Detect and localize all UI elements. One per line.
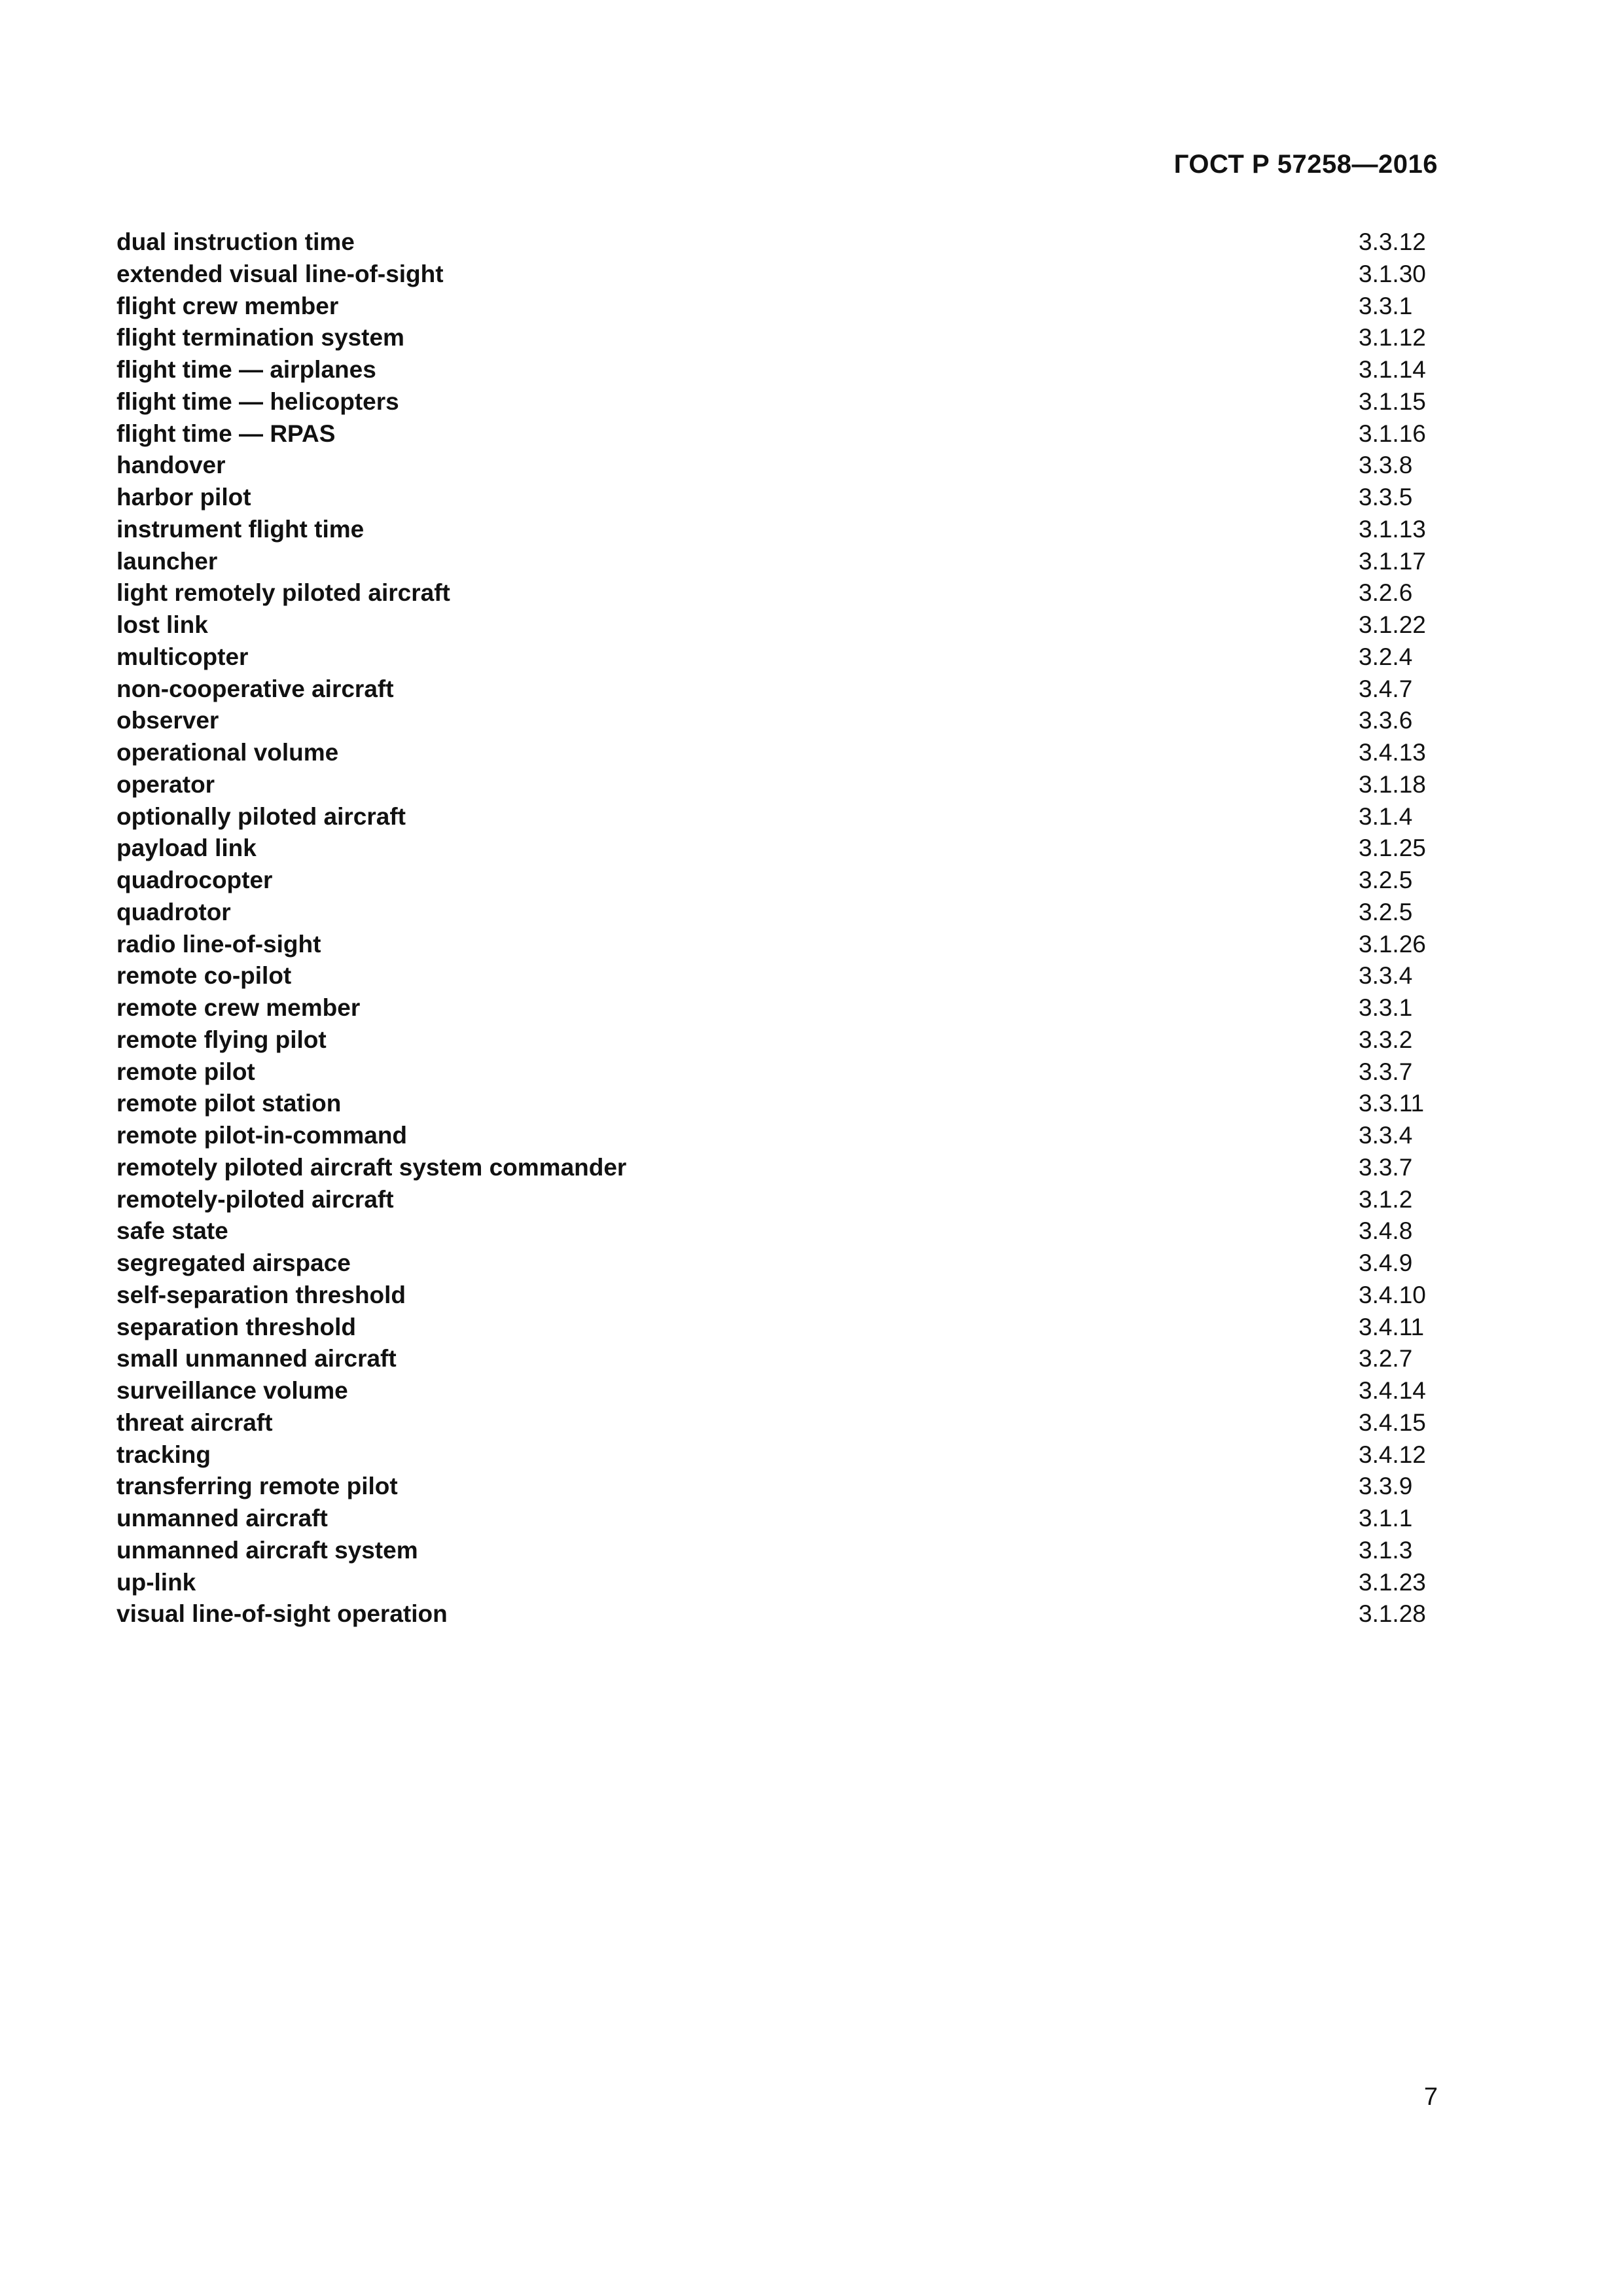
index-section-ref: 3.1.14 xyxy=(1359,356,1426,383)
index-entry xyxy=(116,673,1452,706)
index-term: quadrocopter xyxy=(116,867,273,893)
index-section-ref: 3.1.4 xyxy=(1359,802,1413,830)
index-entry xyxy=(116,1503,1452,1535)
index-term: payload link xyxy=(116,834,257,862)
index-term: operational volume xyxy=(116,739,339,766)
index-entry xyxy=(116,1056,1452,1088)
index-section-ref: 3.1.30 xyxy=(1359,260,1426,287)
index-term: instrument flight time xyxy=(116,515,365,543)
index-section-ref: 3.3.4 xyxy=(1359,1122,1413,1149)
index-entry xyxy=(116,1567,1452,1599)
index-term: self-separation threshold xyxy=(116,1281,406,1308)
index-section-ref: 3.2.4 xyxy=(1359,643,1413,670)
index-term: unmanned aircraft system xyxy=(116,1536,418,1564)
index-section-ref: 3.4.8 xyxy=(1359,1217,1413,1245)
index-section-ref: 3.3.4 xyxy=(1359,962,1413,990)
index-entry xyxy=(116,450,1452,482)
index-section-ref: 3.4.13 xyxy=(1359,739,1426,766)
index-term: remote flying pilot xyxy=(116,1026,327,1053)
index-entry xyxy=(116,514,1452,546)
index-section-ref: 3.1.2 xyxy=(1359,1185,1413,1213)
document-standard-id: ГОСТ Р 57258—2016 xyxy=(1173,150,1438,179)
index-term: dual instruction time xyxy=(116,228,355,255)
index-term: tracking xyxy=(116,1441,211,1468)
index-term: up-link xyxy=(116,1568,196,1596)
index-entry xyxy=(116,1280,1452,1312)
index-entry xyxy=(116,1024,1452,1056)
index-entry xyxy=(116,1439,1452,1471)
index-section-ref: 3.3.9 xyxy=(1359,1473,1413,1500)
index-section-ref: 3.1.12 xyxy=(1359,324,1426,351)
index-entry xyxy=(116,833,1452,865)
index-entry xyxy=(116,1215,1452,1247)
index-term: extended visual line-of-sight xyxy=(116,260,444,287)
index-section-ref: 3.1.17 xyxy=(1359,547,1426,575)
index-entry xyxy=(116,577,1452,609)
index-section-ref: 3.1.3 xyxy=(1359,1536,1413,1564)
index-term: transferring remote pilot xyxy=(116,1473,398,1500)
index-section-ref: 3.2.5 xyxy=(1359,867,1413,893)
index-term: non-cooperative aircraft xyxy=(116,675,394,702)
index-entry xyxy=(116,1407,1452,1439)
index-entry xyxy=(116,960,1452,992)
index-term: flight time — RPAS xyxy=(116,420,336,447)
index-section-ref: 3.1.15 xyxy=(1359,387,1426,415)
index-entry xyxy=(116,386,1452,418)
index-term: multicopter xyxy=(116,643,249,670)
index-entry xyxy=(116,354,1452,386)
index-term: optionally piloted aircraft xyxy=(116,802,406,830)
index-section-ref: 3.3.8 xyxy=(1359,452,1413,479)
index-section-ref: 3.3.11 xyxy=(1359,1090,1425,1117)
index-entry xyxy=(116,546,1452,578)
index-entry xyxy=(116,291,1452,323)
index-section-ref: 3.3.7 xyxy=(1359,1058,1413,1085)
index-entry xyxy=(116,705,1452,737)
index-entry xyxy=(116,259,1452,291)
index-entry xyxy=(116,226,1452,259)
index-entry xyxy=(116,801,1452,833)
index-term: remote pilot xyxy=(116,1058,255,1085)
index-entry xyxy=(116,641,1452,673)
index-entry xyxy=(116,1471,1452,1503)
index-term: flight time — helicopters xyxy=(116,387,399,415)
index-term: remotely piloted aircraft system commander xyxy=(116,1153,627,1181)
index-entry xyxy=(116,929,1452,961)
index-section-ref: 3.3.6 xyxy=(1359,707,1413,734)
index-term: light remotely piloted aircraft xyxy=(116,579,450,607)
index-entry xyxy=(116,1312,1452,1344)
index-entry xyxy=(116,897,1452,929)
index-term: handover xyxy=(116,452,226,479)
index-section-ref: 3.4.10 xyxy=(1359,1281,1426,1308)
index-term: harbor pilot xyxy=(116,484,251,511)
index-term: flight termination system xyxy=(116,324,404,351)
index-entry xyxy=(116,769,1452,801)
index-section-ref: 3.1.26 xyxy=(1359,930,1426,958)
index-section-ref: 3.4.11 xyxy=(1359,1313,1425,1340)
index-section-ref: 3.1.18 xyxy=(1359,770,1426,798)
index-term: separation threshold xyxy=(116,1313,356,1340)
index-term: quadrotor xyxy=(116,898,231,925)
index-term: operator xyxy=(116,770,215,798)
index-term: launcher xyxy=(116,547,218,575)
index-entry xyxy=(116,418,1452,450)
index-term: segregated airspace xyxy=(116,1249,351,1276)
index-entry xyxy=(116,322,1452,354)
index-entry xyxy=(116,609,1452,641)
index-section-ref: 3.3.1 xyxy=(1359,994,1413,1021)
index-term: visual line-of-sight operation xyxy=(116,1600,448,1628)
index-term: safe state xyxy=(116,1217,228,1245)
page-number: 7 xyxy=(1423,2083,1438,2111)
index-section-ref: 3.1.23 xyxy=(1359,1568,1426,1596)
index-entry xyxy=(116,992,1452,1024)
term-index-list xyxy=(116,226,1452,1630)
index-term: threat aircraft xyxy=(116,1408,273,1436)
index-section-ref: 3.1.16 xyxy=(1359,420,1426,447)
index-section-ref: 3.3.2 xyxy=(1359,1026,1413,1053)
index-term: flight crew member xyxy=(116,292,339,319)
index-entry xyxy=(116,1120,1452,1152)
index-term: small unmanned aircraft xyxy=(116,1345,397,1372)
index-section-ref: 3.1.22 xyxy=(1359,611,1426,638)
index-entry xyxy=(116,865,1452,897)
index-term: observer xyxy=(116,707,219,734)
index-section-ref: 3.2.6 xyxy=(1359,579,1413,607)
index-term: flight time — airplanes xyxy=(116,356,376,383)
index-section-ref: 3.1.25 xyxy=(1359,834,1426,862)
index-term: remote co-pilot xyxy=(116,962,292,990)
index-entry xyxy=(116,482,1452,514)
index-term: lost link xyxy=(116,611,208,638)
index-entry xyxy=(116,1535,1452,1567)
index-section-ref: 3.3.12 xyxy=(1359,228,1426,255)
index-term: unmanned aircraft xyxy=(116,1505,328,1532)
index-entry xyxy=(116,1152,1452,1184)
index-entry xyxy=(116,1375,1452,1407)
index-section-ref: 3.4.15 xyxy=(1359,1408,1426,1436)
index-section-ref: 3.2.5 xyxy=(1359,898,1413,925)
index-term: remote pilot-in-command xyxy=(116,1122,408,1149)
index-entry xyxy=(116,1247,1452,1280)
index-section-ref: 3.1.28 xyxy=(1359,1600,1426,1628)
index-section-ref: 3.1.13 xyxy=(1359,515,1426,543)
index-section-ref: 3.4.9 xyxy=(1359,1249,1413,1276)
index-term: remotely-piloted aircraft xyxy=(116,1185,394,1213)
index-term: surveillance volume xyxy=(116,1377,348,1404)
index-term: radio line-of-sight xyxy=(116,930,321,958)
index-entry xyxy=(116,737,1452,769)
index-term: remote pilot station xyxy=(116,1090,342,1117)
index-entry xyxy=(116,1088,1452,1120)
index-entry xyxy=(116,1343,1452,1375)
index-section-ref: 3.3.5 xyxy=(1359,484,1413,511)
index-entry xyxy=(116,1184,1452,1216)
index-entry xyxy=(116,1598,1452,1630)
index-section-ref: 3.3.1 xyxy=(1359,292,1413,319)
index-section-ref: 3.4.7 xyxy=(1359,675,1413,702)
index-section-ref: 3.3.7 xyxy=(1359,1153,1413,1181)
index-section-ref: 3.4.12 xyxy=(1359,1441,1426,1468)
index-term: remote crew member xyxy=(116,994,361,1021)
index-section-ref: 3.1.1 xyxy=(1359,1505,1413,1532)
index-section-ref: 3.2.7 xyxy=(1359,1345,1413,1372)
index-section-ref: 3.4.14 xyxy=(1359,1377,1426,1404)
